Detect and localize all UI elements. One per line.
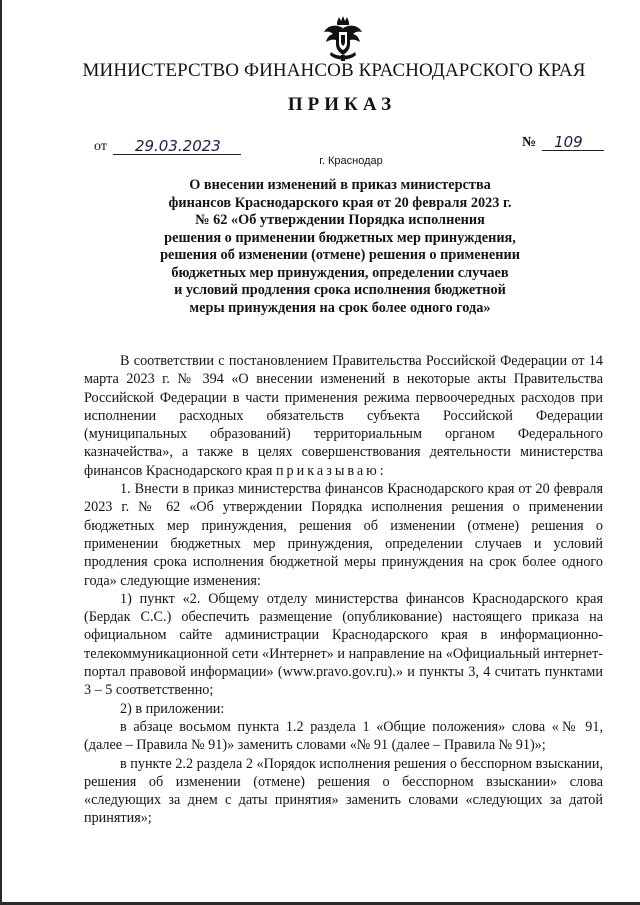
date-prefix: от	[94, 139, 107, 154]
number-prefix: №	[522, 135, 537, 150]
item-1-2-b-paragraph: в пункте 2.2 раздела 2 «Порядок исполнения решения о бесспорном взыскании, решения об изменении (отмене) решения о бесспорном взыскании» слова «следующих за днем с даты принятия» заменить словами «следующих за датой принятия»;	[84, 755, 603, 827]
subject-line: и условий продления срока исполнения бюджетной	[174, 282, 506, 298]
preamble-paragraph	[84, 352, 603, 480]
subject-line: решения об изменении (отмене) решения о применении	[160, 247, 520, 263]
subject-line: О внесении изменений в приказ министерства	[189, 177, 491, 193]
order-subject	[140, 177, 540, 317]
city-name: г. Краснодар	[319, 155, 383, 167]
item-1-1-paragraph: 1) пункт «2. Общему отделу министерства финансов Краснодарского края (Бердак С.С.) обеспечить размещение (опубликование) настоящего приказа на официальном сайте администрации Краснодарского края в информационно-телекоммуникационной сети «Интернет» и направление на «Официальный интернет-портал правовой информации» (www.pravo.gov.ru).» и пункты 3, 4 считать пунктами 3 – 5 соответственно;	[84, 590, 603, 699]
order-word: приказываю	[275, 462, 380, 479]
scan-edge-left	[0, 0, 2, 905]
preamble-text: В соответствии с постановлением Правительства Российской Федерации от 14 марта 2023 г. № 394 «О внесении изменений в некоторые акты Правительства Российской Федерации в части применения режима первоочередных расходов при исполнении расходных обязательств субъекта Российской Федерации (муниципальных образований) территориальным органом Федерального казначейства», а также в целях совершенствования деятельности министерства финансов Краснодарского края	[84, 353, 603, 479]
order-number-line	[522, 134, 604, 151]
ministry-name: МИНИСТЕРСТВО ФИНАНСОВ КРАСНОДАРСКОГО КРАЯ	[82, 60, 586, 81]
document-type-title: ПРИКАЗ	[287, 94, 397, 115]
item-1-2-a-paragraph: в абзаце восьмом пункта 1.2 раздела 1 «Общие положения» слова «№ 91, (далее – Правила № 91)» заменить словами «№ 91 (далее – Правила № 91)»;	[84, 718, 603, 754]
order-date-line	[94, 138, 241, 155]
subject-line: № 62 «Об утверждении Порядка исполнения	[195, 212, 485, 228]
item-1-2-paragraph: 2) в приложении:	[120, 700, 225, 717]
subject-line: бюджетных мер принуждения, определении случаев	[171, 264, 509, 281]
preamble-end: :	[379, 462, 384, 479]
subject-line: решения о применении бюджетных мер принуждения,	[164, 229, 516, 246]
item-1-paragraph: 1. Внести в приказ министерства финансов Краснодарского края от 20 февраля 2023 г. № 62 «Об утверждении Порядка исполнения решения о применении бюджетных мер принуждения, решения об изменении (отмене) решения о применении бюджетных мер принуждения, определении случаев и условий продления срока исполнения бюджетной меры принуждения на срок более одного года» следующие изменения:	[84, 481, 603, 589]
subject-line: финансов Краснодарского края от 20 февраля 2023 г.	[168, 194, 512, 211]
handwritten-date: 29.03.2023	[113, 138, 241, 155]
handwritten-number: 109	[542, 134, 604, 151]
krasnodar-coat-of-arms-icon	[322, 16, 364, 62]
order-body	[84, 352, 603, 828]
subject-line: меры принуждения на срок более одного года»	[189, 299, 491, 316]
